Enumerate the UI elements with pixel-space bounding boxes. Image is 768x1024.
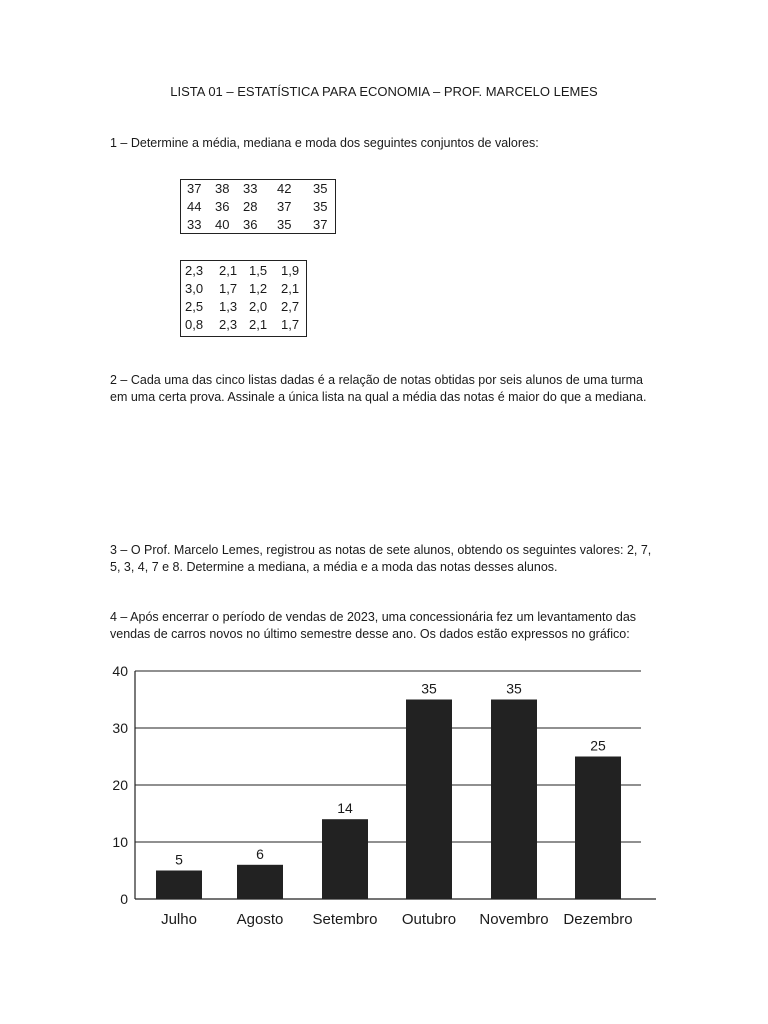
y-tick-label: 20 [112, 777, 128, 793]
table-cell: 1,9 [281, 263, 300, 278]
table-row [187, 198, 335, 216]
table-row [187, 180, 335, 198]
bar-value-label: 25 [590, 737, 606, 754]
bar-outubro [406, 700, 452, 900]
table-cell: 28 [243, 199, 258, 214]
y-tick-label: 40 [112, 663, 128, 679]
table-cell: 1,7 [281, 317, 300, 332]
table-cell: 35 [313, 181, 328, 196]
question-3-text: 3 – O Prof. Marcelo Lemes, registrou as notas de sete alunos, obtendo os seguintes valores: 2, 7, 5, 3, 4, 7 e 8. Determine a mediana, a média e a moda das notas desses alunos. [110, 543, 652, 574]
y-tick-label: 10 [112, 834, 128, 850]
x-tick-label: Novembro [479, 911, 549, 928]
table-cell: 1,7 [219, 281, 238, 296]
data-table-1 [180, 179, 336, 234]
table-cell: 2,1 [281, 281, 300, 296]
question-4-text: 4 – Após encerrar o período de vendas de 2023, uma concessionária fez um levantamento das vendas de carros novos no último semestre desse ano. Os dados estão expressos no gráfico: [110, 610, 637, 641]
table-cell: 1,2 [249, 281, 268, 296]
page-title: LISTA 01 – ESTATÍSTICA PARA ECONOMIA – PROF. MARCELO LEMES [170, 84, 598, 99]
x-tick-label: Dezembro [563, 911, 633, 928]
table-cell: 33 [243, 181, 258, 196]
x-tick-label: Agosto [236, 911, 284, 928]
table-cell: 33 [187, 217, 202, 232]
y-tick-label: 0 [120, 891, 128, 907]
bar-value-label: 6 [256, 845, 264, 862]
table-cell: 2,3 [219, 317, 238, 332]
data-table-2 [180, 260, 307, 337]
bar-value-label: 14 [337, 800, 353, 817]
table-cell: 35 [277, 217, 292, 232]
table-row [185, 298, 306, 316]
table-cell: 3,0 [185, 281, 204, 296]
table-cell: 44 [187, 199, 202, 214]
table-cell: 2,1 [249, 317, 268, 332]
table-cell: 37 [187, 181, 202, 196]
table-cell: 2,5 [185, 299, 204, 314]
bar-agosto [237, 865, 283, 899]
table-row [185, 280, 306, 298]
table-cell: 37 [277, 199, 292, 214]
table-row [185, 316, 306, 334]
table-cell: 40 [215, 217, 230, 232]
table-row [185, 262, 306, 280]
table-cell: 2,3 [185, 263, 204, 278]
bar-value-label: 5 [175, 851, 183, 868]
table-cell: 35 [313, 199, 328, 214]
table-cell: 1,5 [249, 263, 268, 278]
bar-value-label: 35 [421, 680, 437, 697]
bar-setembro [322, 819, 368, 899]
table-cell: 0,8 [185, 317, 204, 332]
table-cell: 36 [243, 217, 258, 232]
bar-dezembro [575, 757, 621, 900]
bar-novembro [491, 700, 537, 900]
bar-julho [156, 871, 202, 900]
table-cell: 2,0 [249, 299, 268, 314]
table-cell: 2,1 [219, 263, 238, 278]
sales-bar-chart [100, 660, 660, 940]
question-2-text: 2 – Cada uma das cinco listas dadas é a relação de notas obtidas por seis alunos de uma turma em uma certa prova. Assinale a única lista na qual a média das notas é maior do que a mediana. [110, 373, 647, 404]
x-tick-label: Julho [161, 911, 197, 928]
table-cell: 38 [215, 181, 230, 196]
table-cell: 42 [277, 181, 292, 196]
question-1-text: 1 – Determine a média, mediana e moda dos seguintes conjuntos de valores: [110, 136, 539, 150]
x-tick-label: Setembro [312, 911, 378, 928]
table-cell: 37 [313, 217, 328, 232]
y-tick-label: 30 [112, 720, 128, 736]
table-cell: 2,7 [281, 299, 300, 314]
table-cell: 1,3 [219, 299, 238, 314]
table-cell: 36 [215, 199, 230, 214]
bar-value-label: 35 [506, 680, 522, 697]
table-row [187, 216, 335, 234]
x-tick-label: Outubro [401, 911, 457, 928]
